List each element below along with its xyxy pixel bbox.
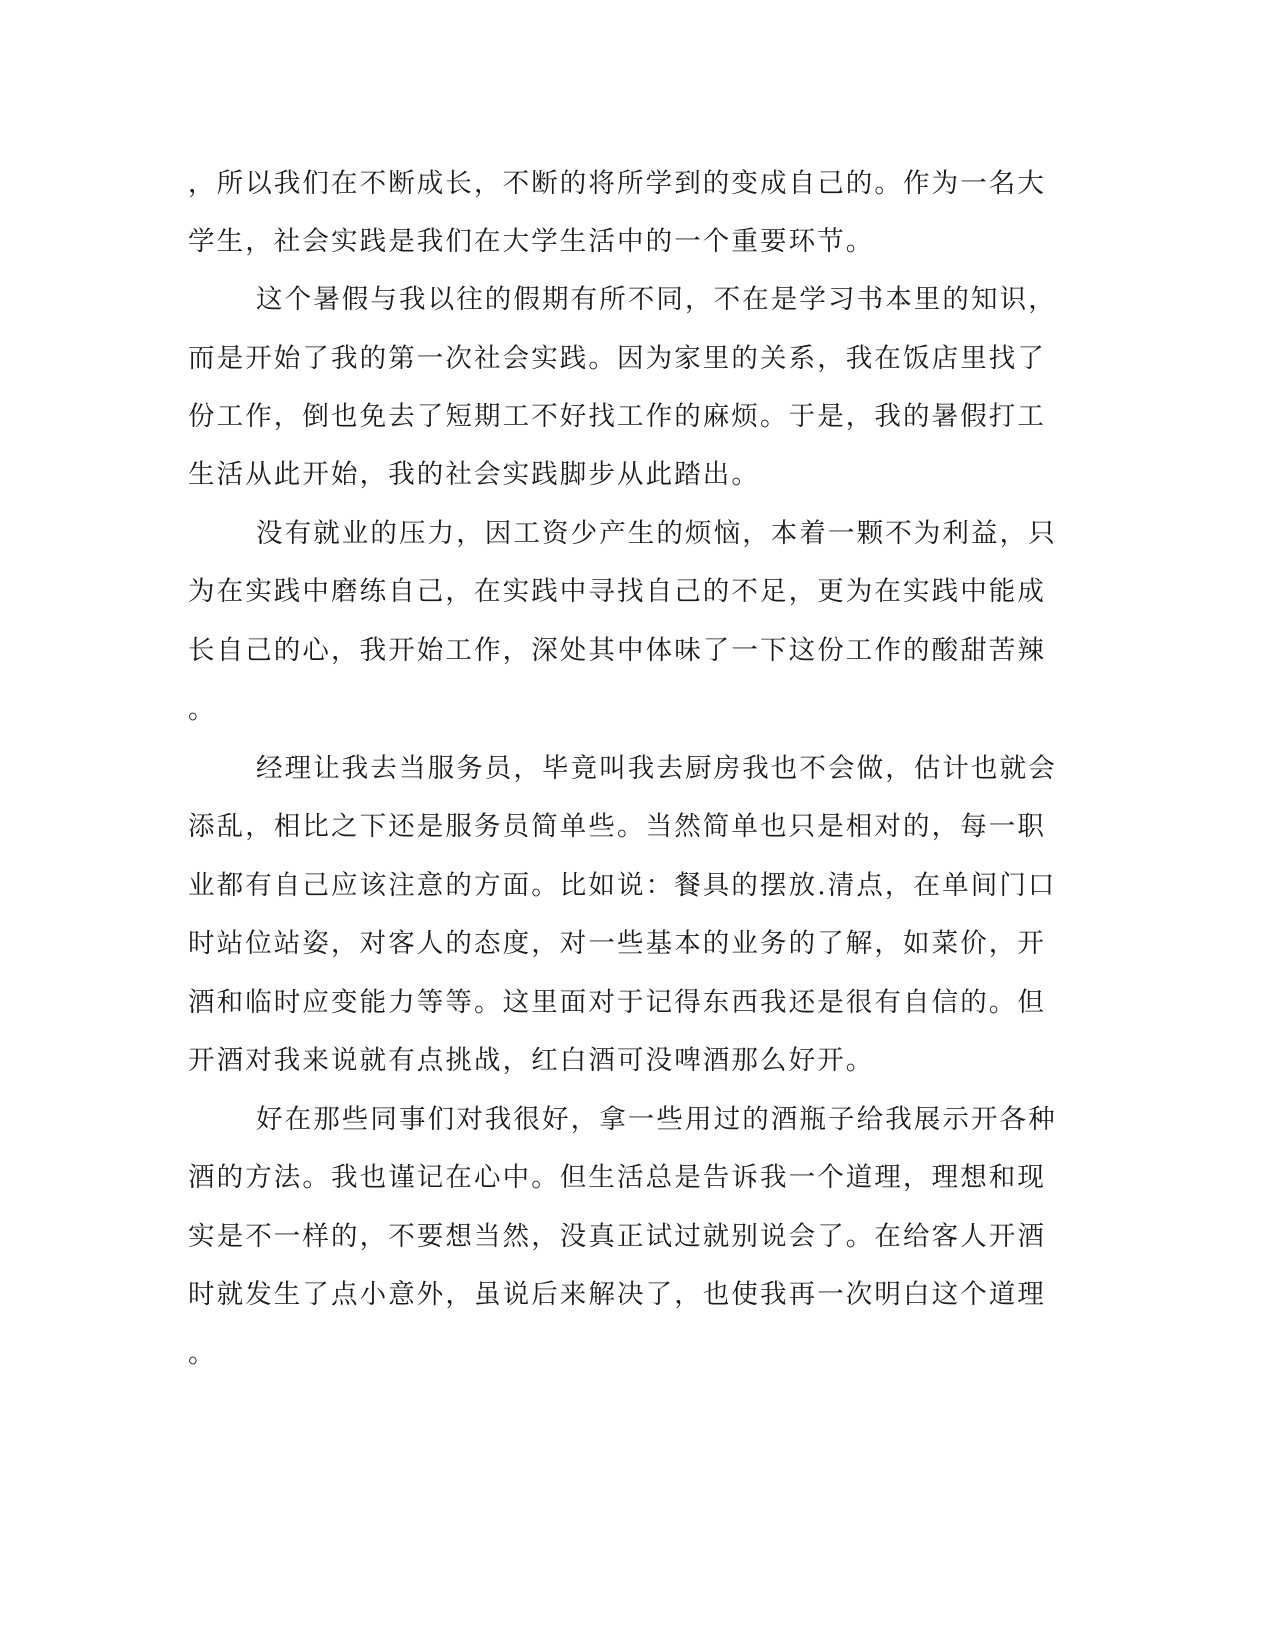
text-line: 份工作，倒也免去了短期工不好找工作的麻烦。于是，我的暑假打工 (188, 401, 1046, 432)
text-line: 时站位站姿，对客人的态度，对一些基本的业务的了解，如菜价，开 (188, 928, 1046, 959)
text-line: 时就发生了点小意外，虽说后来解决了，也使我再一次明白这个道理 (188, 1279, 1046, 1310)
text-line: 开酒对我来说就有点挑战，红白酒可没啤酒那么好开。 (188, 1045, 875, 1076)
text-line: 而是开始了我的第一次社会实践。因为家里的关系，我在饭店里找了 (188, 343, 1046, 374)
paragraph-first-line: 经理让我去当服务员，毕竟叫我去厨房我也不会做，估计也就会 (256, 753, 1057, 784)
text-line: 生活从此开始，我的社会实践脚步从此踏出。 (188, 459, 760, 490)
text-line: 为在实践中磨练自己，在实践中寻找自己的不足，更为在实践中能成 (188, 576, 1046, 607)
text-line: ，所以我们在不断成长，不断的将所学到的变成自己的。作为一名大 (188, 168, 1046, 199)
paragraph-first-line: 没有就业的压力，因工资少产生的烦恼，本着一颗不为利益，只 (256, 518, 1057, 549)
text-line: 。 (188, 1338, 217, 1369)
text-line: 实是不一样的，不要想当然，没真正试过就别说会了。在给客人开酒 (188, 1221, 1046, 1252)
text-line: 业都有自己应该注意的方面。比如说：餐具的摆放.清点，在单间门口 (188, 870, 1057, 901)
text-line: 添乱，相比之下还是服务员简单些。当然简单也只是相对的，每一职 (188, 811, 1046, 842)
paragraph-first-line: 好在那些同事们对我很好，拿一些用过的酒瓶子给我展示开各种 (256, 1104, 1057, 1135)
text-line: 长自己的心，我开始工作，深处其中体味了一下这份工作的酸甜苦辣 (188, 635, 1046, 666)
text-line: 酒的方法。我也谨记在心中。但生活总是告诉我一个道理，理想和现 (188, 1162, 1046, 1193)
paragraph-first-line: 这个暑假与我以往的假期有所不同，不在是学习书本里的知识， (256, 284, 1057, 315)
text-line: 。 (188, 694, 217, 725)
text-line: 学生，社会实践是我们在大学生活中的一个重要环节。 (188, 226, 875, 257)
text-line: 酒和临时应变能力等等。这里面对于记得东西我还是很有自信的。但 (188, 987, 1046, 1018)
